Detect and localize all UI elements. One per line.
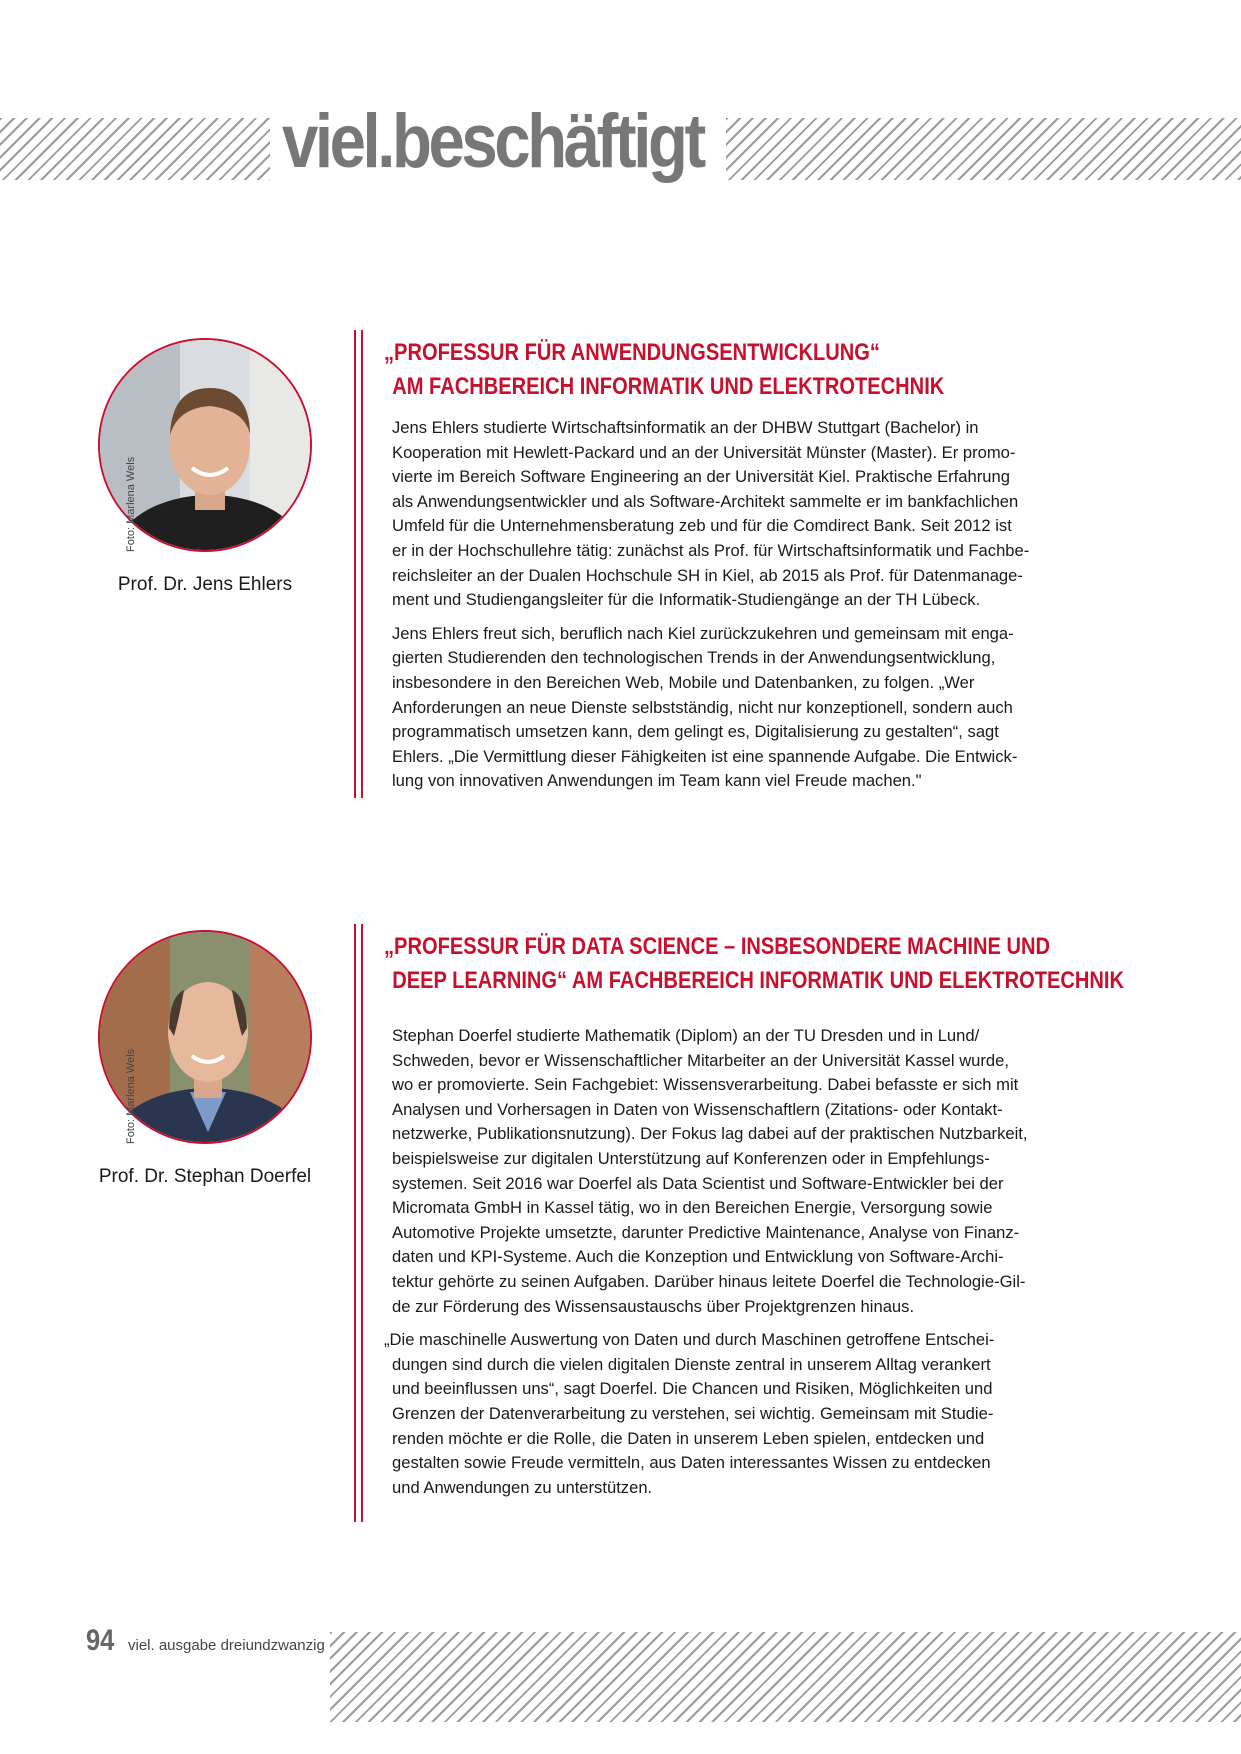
paragraph — [392, 1024, 1122, 1319]
photo-credit: Foto: Marlena Wels — [125, 1048, 137, 1144]
text-line: beispielsweise zur digitalen Unterstützung auf Konferenzen oder in Empfehlungs- — [392, 1148, 990, 1168]
text-line: daten und KPI-Systeme. Auch die Konzeption und Entwicklung von Software-Archi- — [392, 1247, 1004, 1267]
text-line: Jens Ehlers freut sich, beruflich nach Kiel zurückzukehren und gemeinsam mit enga- — [392, 623, 1014, 643]
profile-body — [384, 1024, 1122, 1509]
paragraph — [392, 416, 1122, 613]
text-line: gierten Studierenden den technologischen Trends in der Anwendungsentwicklung, — [392, 648, 996, 668]
text-line: als Anwendungsentwickler und als Software-Architekt sammelte er im bankfachlichen — [392, 491, 1019, 511]
footer-hatch — [330, 1632, 1241, 1722]
issue-label: viel. ausgabe dreiundzwanzig — [128, 1637, 325, 1654]
text-line: tektur gehörte zu seinen Aufgaben. Darüber hinaus leitete Doerfel die Technologie-Gil- — [392, 1271, 1026, 1291]
accent-rule — [361, 330, 363, 798]
text-line: vierte im Bereich Software Engineering an der Universität Kiel. Praktische Erfahrung — [392, 467, 1010, 487]
text-line: gestalten sowie Freude vermitteln, aus Daten interessantes Wissen zu entdecken — [392, 1453, 991, 1473]
text-line: lung von innovativen Anwendungen im Team kann viel Freude machen." — [392, 771, 922, 791]
text-line: Anforderungen an neue Dienste selbstständig, nicht nur konzeptionell, sondern auch — [392, 697, 1013, 717]
page-title: viel.beschäftigt — [282, 99, 703, 184]
text-line: und Anwendungen zu unterstützen. — [392, 1477, 653, 1497]
text-line: de zur Förderung des Wissensaustauschs über Projektgrenzen hinaus. — [392, 1296, 915, 1316]
text-line: systemen. Seit 2016 war Doerfel als Data Scientist und Software-Entwickler bei der — [392, 1173, 1004, 1193]
page-number: 94 — [86, 1624, 115, 1657]
profile-body — [392, 416, 1122, 803]
headline-line: „PROFESSUR FÜR ANWENDUNGSENTWICKLUNG“ — [384, 339, 880, 366]
person-name: Prof. Dr. Stephan Doerfel — [98, 1166, 312, 1187]
profile-headline — [384, 336, 944, 404]
headline-line: AM FACHBEREICH INFORMATIK UND ELEKTROTECHNIK — [392, 373, 945, 400]
paragraph — [392, 622, 1122, 794]
header-hatch-right — [726, 118, 1241, 180]
text-line: Automotive Projekte umsetzte, darunter Predictive Maintenance, Analyse von Finanz- — [392, 1222, 1020, 1242]
accent-rule — [354, 330, 356, 798]
text-line: insbesondere in den Bereichen Web, Mobile und Datenbanken, zu folgen. „Wer — [392, 672, 975, 692]
text-line: Analysen und Vorhersagen in Daten von Wissenschaftlern (Zitations- oder Kontakt- — [392, 1099, 1003, 1119]
paragraph — [384, 1328, 1122, 1500]
text-line: Grenzen der Datenverarbeitung zu verstehen, sei wichtig. Gemeinsam mit Studie- — [392, 1403, 994, 1423]
text-line: renden möchte er die Rolle, die Daten in unserem Leben spielen, entdecken und — [392, 1428, 985, 1448]
text-line: Stephan Doerfel studierte Mathematik (Diplom) an der TU Dresden und in Lund/ — [392, 1026, 980, 1045]
text-line: Kooperation mit Hewlett-Packard und an der Universität Münster (Master). Er promo- — [392, 442, 1016, 462]
person-name: Prof. Dr. Jens Ehlers — [117, 574, 293, 595]
accent-rule — [361, 924, 363, 1522]
text-line: Umfeld für die Unternehmensberatung zeb und für die Comdirect Bank. Seit 2012 ist — [392, 516, 1012, 536]
text-line: und beeinflussen uns“, sagt Doerfel. Die Chancen und Risiken, Möglichkeiten und — [392, 1379, 993, 1399]
headline-line: „PROFESSUR FÜR DATA SCIENCE – INSBESONDERE MACHINE UND — [384, 933, 1051, 960]
headline-line: DEEP LEARNING“ AM FACHBEREICH INFORMATIK UND ELEKTROTECHNIK — [392, 967, 1125, 994]
header-hatch-left — [0, 118, 270, 180]
profile-headline — [384, 930, 1124, 998]
text-line: er in der Hochschullehre tätig: zunächst als Prof. für Wirtschaftsinformatik und Fachbe- — [392, 540, 1030, 560]
text-line: programmatisch umsetzen kann, dem gelingt es, Digitalisierung zu gestalten“, sagt — [392, 722, 999, 742]
text-line: ment und Studiengangsleiter für die Informatik-Studiengänge an der TH Lübeck. — [392, 590, 981, 610]
text-line: Ehlers. „Die Vermittlung dieser Fähigkeiten ist eine spannende Aufgabe. Die Entwick- — [392, 746, 1018, 766]
text-line: dungen sind durch die vielen digitalen Dienste zentral in unserem Alltag verankert — [392, 1354, 991, 1374]
accent-rule — [354, 924, 356, 1522]
text-line: wo er promovierte. Sein Fachgebiet: Wissensverarbeitung. Dabei befasste er sich mit — [392, 1075, 1019, 1095]
text-line: Jens Ehlers studierte Wirtschaftsinformatik an der DHBW Stuttgart (Bachelor) in — [392, 418, 979, 437]
photo-credit: Foto: Marlena Wels — [125, 456, 137, 552]
text-line: netzwerke, Publikationsnutzung). Der Fokus lag dabei auf der praktischen Nutzbarkeit, — [392, 1124, 1028, 1144]
text-line: Micromata GmbH in Kassel tätig, wo in den Bereichen Energie, Versorgung sowie — [392, 1198, 993, 1218]
text-line: reichsleiter an der Dualen Hochschule SH in Kiel, ab 2015 als Prof. für Datenmanage- — [392, 565, 1023, 585]
text-line: Schweden, bevor er Wissenschaftlicher Mitarbeiter an der Universität Kassel wurde, — [392, 1050, 1009, 1070]
text-line: „Die maschinelle Auswertung von Daten und durch Maschinen getroffene Entschei- — [384, 1330, 995, 1350]
